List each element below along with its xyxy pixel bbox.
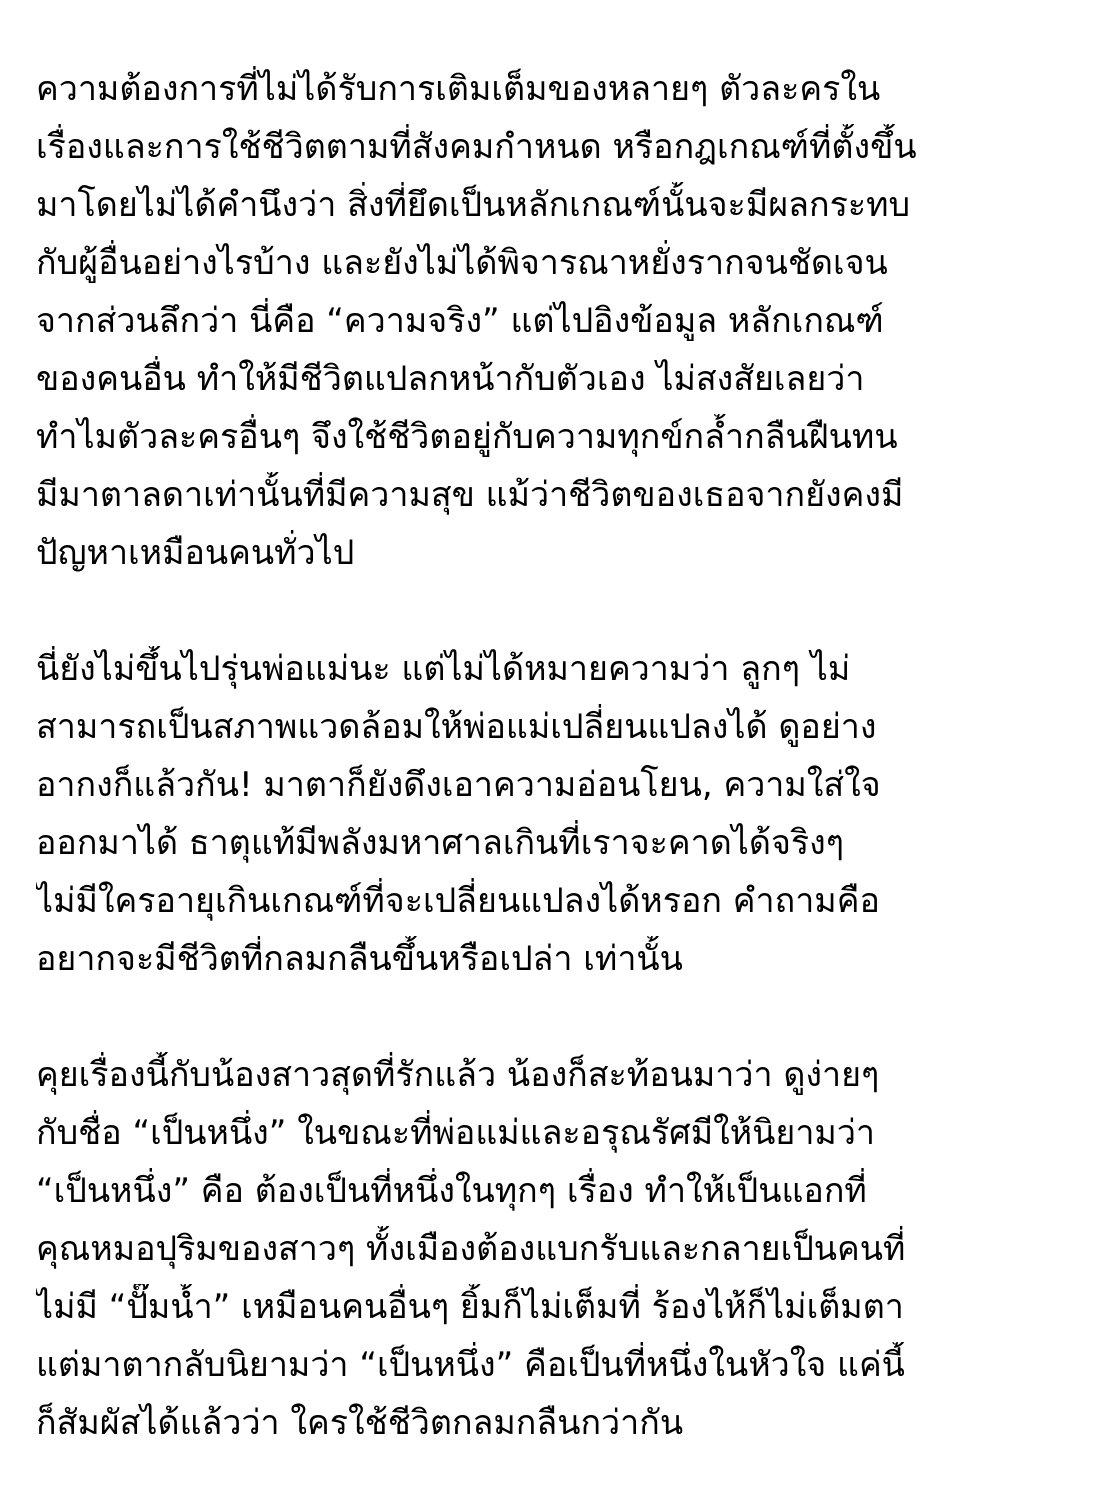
paragraph-1-line-8: มีมาตาลดาเท่านั้นที่มีความสุข แม้ว่าชีวิตของเธอจากยังคงมี (36, 475, 904, 515)
paragraph-2-line-4: ออกมาได้ ธาตุแท้มีพลังมหาศาลเกินที่เราจะคาดได้จริงๆ (36, 823, 845, 863)
paragraph-2-line-2: สามารถเป็นสภาพแวดล้อมให้พ่อแม่เปลี่ยนแปลงได้ ดูอย่าง (36, 707, 877, 747)
paragraph-3-line-2: กับชื่อ “เป็นหนึ่ง” ในขณะที่พ่อแม่และอรุณรัศมีให้นิยามว่า (36, 1113, 876, 1153)
paragraph-3-line-1: คุยเรื่องนี้กับน้องสาวสุดที่รักแล้ว น้องก็สะท้อนมาว่า ดูง่ายๆ (36, 1055, 880, 1095)
paragraph-2-line-3: อากงก็แล้วกัน! มาตาก็ยังดึงเอาความอ่อนโยน, ความใส่ใจ (36, 765, 881, 805)
paragraph-1-line-6: ของคนอื่น ทำให้มีชีวิตแปลกหน้ากับตัวเอง ไม่สงสัยเลยว่า (36, 359, 865, 399)
paragraph-2-line-1: นี่ยังไม่ขึ้นไปรุ่นพ่อแม่นะ แต่ไม่ได้หมายความว่า ลูกๆ ไม่ (36, 649, 851, 689)
paragraph-1-line-7: ทำไมตัวละครอื่นๆ จึงใช้ชีวิตอยู่กับความทุกข์กล้ำกลืนฝืนทน (36, 417, 898, 457)
paragraph-1-line-2: เรื่องและการใช้ชีวิตตามที่สังคมกำหนด หรือกฎเกณฑ์ที่ตั้งขึ้น (36, 127, 917, 167)
paragraph-1-line-3: มาโดยไม่ได้คำนึงว่า สิ่งที่ยึดเป็นหลักเกณฑ์นั้นจะมีผลกระทบ (36, 185, 911, 225)
paragraph-2-line-5: ไม่มีใครอายุเกินเกณฑ์ที่จะเปลี่ยนแปลงได้หรอก คำถามคือ (36, 881, 880, 921)
paragraph-1-line-5: จากส่วนลึกว่า นี่คือ “ความจริง” แต่ไปอิงข้อมูล หลักเกณฑ์ (36, 301, 884, 341)
paragraph-1-line-9: ปัญหาเหมือนคนทั่วไป (36, 533, 355, 573)
paragraph-3-line-6: แต่มาตากลับนิยามว่า “เป็นหนึ่ง” คือเป็นที่หนึ่งในหัวใจ แค่นี้ (36, 1345, 905, 1385)
paragraph-2-line-6: อยากจะมีชีวิตที่กลมกลืนขึ้นหรือเปล่า เท่านั้น (36, 939, 683, 979)
paragraph-3-line-7: ก็สัมผัสได้แล้วว่า ใครใช้ชีวิตกลมกลืนกว่ากัน (36, 1403, 684, 1443)
paragraph-3-line-3: “เป็นหนึ่ง” คือ ต้องเป็นที่หนึ่งในทุกๆ เรื่อง ทำให้เป็นแอกที่ (36, 1171, 867, 1211)
paragraph-3-line-5: ไม่มี “ปั๊มน้ำ” เหมือนคนอื่นๆ ยิ้มก็ไม่เต็มที่ ร้องไห้ก็ไม่เต็มตา (36, 1287, 904, 1327)
paragraph-1-line-4: กับผู้อื่นอย่างไรบ้าง และยังไม่ได้พิจารณาหยั่งรากจนชัดเจน (36, 243, 888, 283)
paragraph-1-line-1: ความต้องการที่ไม่ได้รับการเติมเต็มของหลายๆ ตัวละครใน (36, 69, 881, 109)
paragraph-3-line-4: คุณหมอปุริมของสาวๆ ทั้งเมืองต้องแบกรับและกลายเป็นคนที่ (36, 1229, 906, 1269)
